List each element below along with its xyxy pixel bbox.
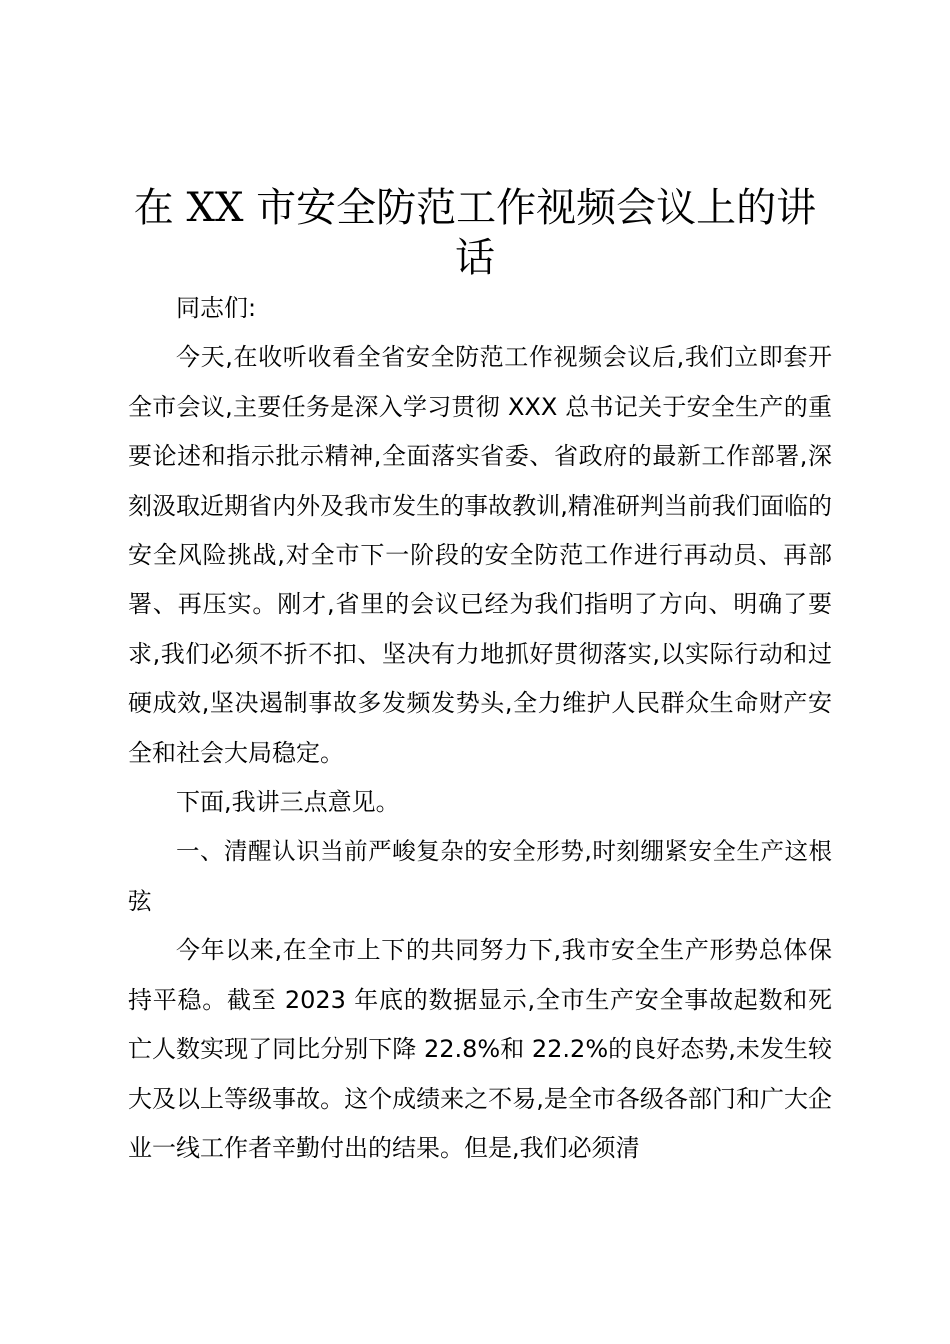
document-body [128, 284, 832, 1173]
section-heading: 一、清醒认识当前严峻复杂的安全形势,时刻绷紧安全生产这根弦 [128, 837, 832, 915]
section-paragraph: 今年以来,在全市上下的共同努力下,我市安全生产形势总体保持平稳。截至 2023 年底的数据显示,全市生产安全事故起数和死亡人数实现了同比分别下降 22.8%和 22.2%的良好态势,未发生较大及以上等级事故。这个成绩来之不易,是全市各级各部门和广大企业一线工作者辛勤付出的结果。但是,我们必须清 [128, 936, 832, 1162]
intro-paragraph: 今天,在收听收看全省安全防范工作视频会议后,我们立即套开全市会议,主要任务是深入学习贯彻 XXX 总书记关于安全生产的重要论述和指示批示精神,全面落实省委、省政府的最新工作部署,深刻汲取近期省内外及我市发生的事故教训,精准研判当前我们面临的安全风险挑战,对全市下一阶段的安全防范工作进行再动员、再部署、再压实。刚才,省里的会议已经为我们指明了方向、明确了要求,我们必须不折不扣、坚决有力地抓好贯彻落实,以实际行动和过硬成效,坚决遏制事故多发频发势头,全力维护人民群众生命财产安全和社会大局稳定。 [128, 343, 832, 767]
outline-paragraph: 下面,我讲三点意见。 [176, 788, 400, 817]
document-title: 在 XX 市安全防范工作视频会议上的讲话 [133, 185, 817, 281]
salutation-paragraph: 同志们: [176, 294, 257, 322]
